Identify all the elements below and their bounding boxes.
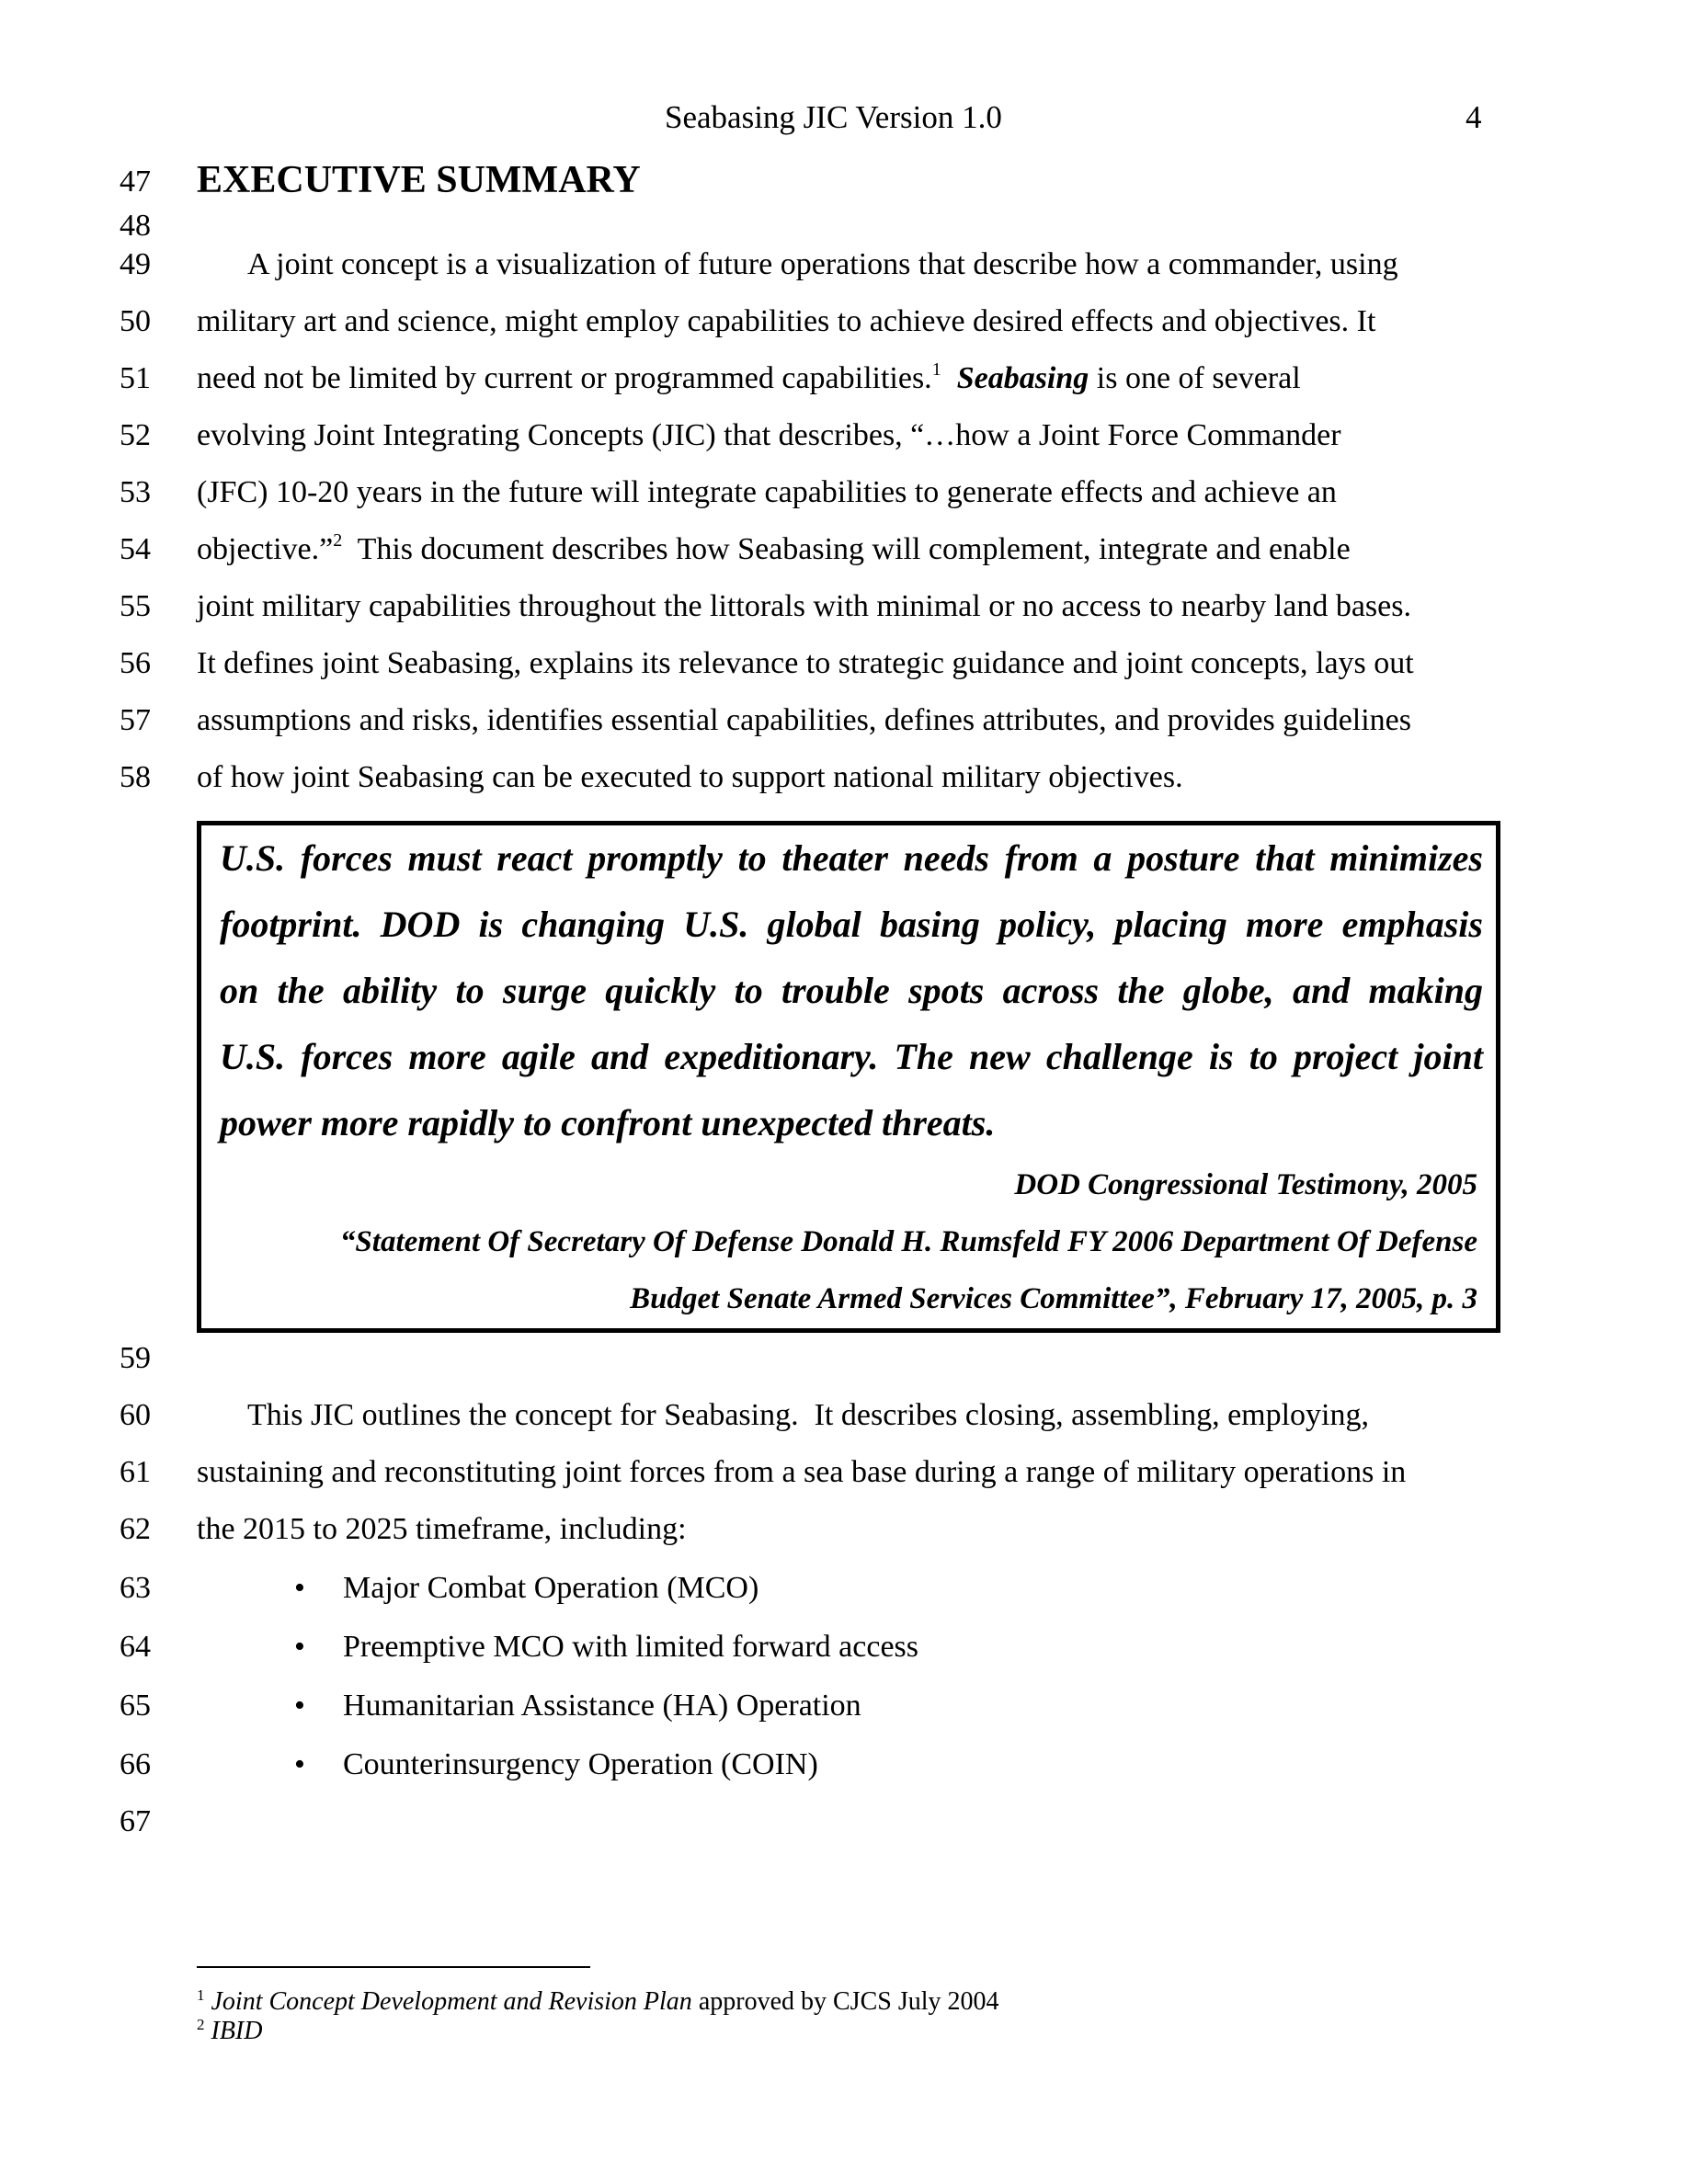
line-number: 67	[120, 1804, 151, 1838]
line-number: 65	[120, 1689, 151, 1723]
line-number: 52	[120, 418, 151, 452]
quote-box	[197, 821, 1500, 1333]
body-line	[197, 531, 1351, 572]
quote-line: U.S. forces must react promptly to theater needs from a posture that minimizes	[220, 837, 1483, 879]
body-line: sustaining and reconstituting joint forces from a sea base during a range of military operations in	[197, 1455, 1407, 1489]
quote-line: on the ability to surge quickly to trouble spots across the globe, and making	[220, 970, 1483, 1011]
body-line: It defines joint Seabasing, explains its relevance to strategic guidance and joint concepts, lays out	[197, 646, 1414, 680]
line-number: 63	[120, 1571, 151, 1605]
body-line: evolving Joint Integrating Concepts (JIC) that describes, “…how a Joint Force Commander	[197, 418, 1341, 452]
line-number: 55	[120, 589, 151, 623]
bullet-marker: •	[294, 1630, 305, 1664]
page-number: 4	[1466, 99, 1482, 135]
line-number: 62	[120, 1512, 151, 1546]
line-number: 51	[120, 361, 151, 395]
body-line: of how joint Seabasing can be executed to support national military objectives.	[197, 760, 1183, 794]
running-header-title: Seabasing JIC Version 1.0	[665, 99, 1002, 135]
body-line: joint military capabilities throughout the littorals with minimal or no access to nearby land bases.	[197, 589, 1411, 623]
body-text: objective.”	[197, 532, 334, 566]
bullet-marker: •	[294, 1747, 305, 1781]
footnote	[197, 2017, 262, 2049]
body-line: A joint concept is a visualization of future operations that describe how a commander, using	[247, 247, 1398, 281]
footnote-number: 1	[197, 1986, 205, 2004]
bullet-item: Major Combat Operation (MCO)	[343, 1571, 759, 1605]
bullet-item: Humanitarian Assistance (HA) Operation	[343, 1689, 861, 1723]
quote-line: footprint. DOD is changing U.S. global basing policy, placing more emphasis	[220, 904, 1483, 945]
line-number: 49	[120, 247, 151, 281]
emphasis-term: Seabasing	[956, 361, 1089, 395]
body-line	[197, 360, 1301, 401]
footnote	[197, 1987, 999, 2019]
line-number: 57	[120, 703, 151, 737]
quote-line: U.S. forces more agile and expeditionary. The new challenge is to project joint	[220, 1036, 1483, 1077]
line-number: 58	[120, 760, 151, 794]
line-number: 50	[120, 304, 151, 338]
line-number: 56	[120, 646, 151, 680]
quote-line: power more rapidly to confront unexpected threats.	[220, 1102, 996, 1143]
body-text: This document describes how Seabasing will complement, integrate and enable	[342, 532, 1351, 566]
line-number: 61	[120, 1455, 151, 1489]
footnote-ref[interactable]: 2	[333, 530, 343, 551]
footnote-title: Joint Concept Development and Revision Plan	[211, 1987, 692, 2016]
line-number: 60	[120, 1398, 151, 1432]
body-line: military art and science, might employ capabilities to achieve desired effects and objectives. It	[197, 304, 1376, 338]
bullet-marker: •	[294, 1571, 305, 1605]
line-number: 47	[120, 165, 151, 199]
footnote-separator	[197, 1966, 590, 1968]
body-line: This JIC outlines the concept for Seabasing. It describes closing, assembling, employing,	[247, 1398, 1369, 1432]
body-line: the 2015 to 2025 timeframe, including:	[197, 1512, 687, 1546]
quote-citation: “Statement Of Secretary Of Defense Donald H. Rumsfeld FY 2006 Department Of Defense	[339, 1225, 1477, 1258]
footnote-ref[interactable]: 1	[931, 359, 941, 380]
body-line: (JFC) 10-20 years in the future will integrate capabilities to generate effects and achieve an	[197, 475, 1337, 509]
line-number: 64	[120, 1630, 151, 1664]
body-line: assumptions and risks, identifies essential capabilities, defines attributes, and provides guidelines	[197, 703, 1412, 737]
line-number: 66	[120, 1747, 151, 1781]
section-title: EXECUTIVE SUMMARY	[197, 159, 641, 201]
bullet-marker: •	[294, 1689, 305, 1723]
footnote-text: approved by CJCS July 2004	[691, 1987, 999, 2016]
quote-citation: Budget Senate Armed Services Committee”, February 17, 2005, p. 3	[630, 1282, 1477, 1315]
footnote-number: 2	[197, 2016, 205, 2033]
bullet-item: Counterinsurgency Operation (COIN)	[343, 1747, 818, 1781]
line-number: 48	[120, 209, 151, 243]
line-number: 53	[120, 475, 151, 509]
line-number: 59	[120, 1341, 151, 1375]
body-text: need not be limited by current or programmed capabilities.	[197, 361, 932, 395]
line-number: 54	[120, 532, 151, 566]
footnote-title: IBID	[211, 2017, 263, 2045]
quote-source: DOD Congressional Testimony, 2005	[1014, 1168, 1477, 1201]
body-text: is one of several	[1089, 361, 1301, 395]
bullet-item: Preemptive MCO with limited forward access	[343, 1630, 919, 1664]
